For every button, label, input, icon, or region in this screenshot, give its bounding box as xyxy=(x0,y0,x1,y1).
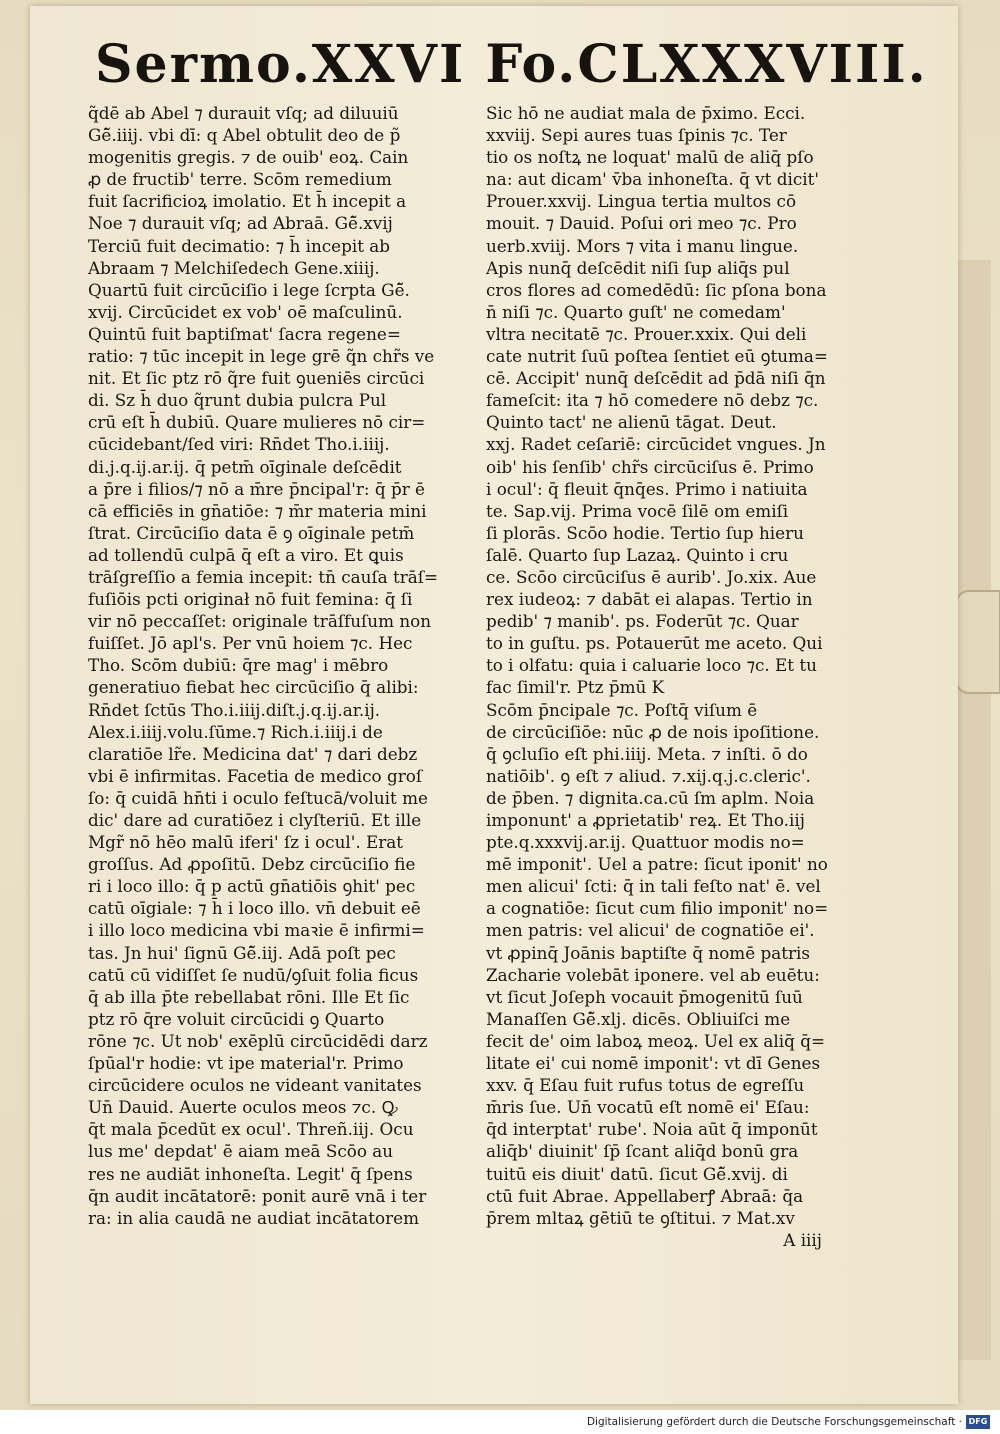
text-line: cūcidebant/ſed viri: Rn̄det Tho.i.iiij. xyxy=(88,434,390,455)
text-line: Abraam ⁊ Melchiſedech Gene.xiiij. xyxy=(88,257,380,278)
text-line: tio os noſtꝝ ne loquat' malū de aliq̄ pſo xyxy=(486,147,814,168)
text-line: ad tollendū culpā q̄ eſt a viro. Et ꝗuis xyxy=(88,544,404,565)
text-line: tas. Jn hui' ſignū Gē̃.iij. Adā poſt pec xyxy=(88,942,396,963)
text-line: na: aut dicam' v̄ba inhoneſta. q̄ vt dicit' xyxy=(486,169,819,190)
text-line: ptz rō q̄re voluit circūcidi ꝯ Quarto xyxy=(88,1008,385,1029)
text-line: Alex.i.iiij.volu.ſūme.⁊ Rich.i.iiij.i de xyxy=(88,721,383,742)
footer-credit: Digitalisierung gefördert durch die Deutsche Forschungsgemeinschaft · xyxy=(586,1416,962,1428)
text-line: q̄d interptat' rube'. Noia aūt q̄ imponūt xyxy=(486,1119,818,1140)
text-line: a p̄re i filios/⁊ nō a m̄re p̄ncipal'r: q̄ p̄r ē xyxy=(88,478,425,499)
text-line: groſſus. Ad ꝓpoſitū. Debz circūciſio fie xyxy=(88,854,416,875)
text-line: vt ꝓpinq̄ Joānis baptiſte q̄ nomē patris xyxy=(486,942,810,963)
text-line: natiōib'. ꝯ eſt ⁊ aliud. ⁊.xij.q.j.c.cleric'. xyxy=(486,765,811,786)
dfg-logo: DFG xyxy=(966,1415,990,1429)
text-line: te. Sap.vij. Prima vocē ſilē om emiſi xyxy=(486,500,789,521)
text-line: trāſgreſſio a femia incepit: tn̄ cauſa trāſ= xyxy=(88,566,439,587)
text-line: i illo loco medicina vbi maꝛie ē infirmi= xyxy=(88,920,425,941)
left-text-column xyxy=(88,102,484,1229)
text-line: p̄rem mltaꝝ gētiū te ꝯſtitui. ⁊ Mat.xv xyxy=(486,1207,795,1228)
text-line: catū oīgiale: ⁊ h̄ i loco illo. vn̄ debuit eē xyxy=(88,898,421,919)
text-line: Rn̄det ſctūs Tho.i.iiij.diſt.j.q.ij.ar.ij. xyxy=(88,699,381,720)
text-line: q̄n audit incātatorē: ponit aurē vnā i ter xyxy=(88,1185,427,1206)
text-line: m̄ris ſue. Un̄ vocatū eſt nomē ei' Eſau: xyxy=(486,1097,810,1118)
text-line: litate ei' cui nomē imponit': vt dī Genes xyxy=(486,1053,821,1074)
text-line: ratio: ⁊ tūc incepit in lege grē q̃n chr̃s ve xyxy=(88,346,435,367)
text-line: fac ſimil'r. Ptz p̄mū K xyxy=(486,677,665,698)
text-line: q̄ ꝯcluſio eſt phi.iiij. Meta. ⁊ inſti. ō do xyxy=(486,743,808,764)
text-line: A iiij xyxy=(783,1229,822,1250)
text-line: ctū fuit Abrae. Appellaberꝭ Abraā: q̄a xyxy=(486,1185,804,1206)
text-line: cros flores ad comedēdū: ſic pſona bona xyxy=(486,279,827,300)
text-line: claratiōe lr̃e. Medicina dat' ⁊ dari debz xyxy=(88,743,418,764)
text-line: di. Sz h̄ duo q̃runt dubia pulcra Pul xyxy=(88,390,387,411)
text-line: ce. Scōo circūciſus ē aurib'. Jo.xix. Aue xyxy=(486,566,817,587)
text-line: xxv. q̄ Eſau fuit rufus totus de egreſſu xyxy=(486,1075,805,1096)
text-line: mē imponit'. Uel a patre: ſicut iponit' no xyxy=(486,854,828,875)
text-line: Zacharie volebāt iponere. vel ab euētu: xyxy=(486,964,820,985)
text-line: rex iudeoꝝ: ⁊ dabāt ei alapas. Tertio in xyxy=(486,589,813,610)
text-line: i ocul': q̄ fleuit q̄nq̄es. Primo i natiuita xyxy=(486,478,808,499)
text-line: to in guſtu. ps. Potauerūt me aceto. Qui xyxy=(486,633,823,654)
text-line: Noe ⁊ durauit vſq; ad Abraā. Gē̃.xvij xyxy=(88,213,393,234)
text-line: generatiuo fiebat hec circūciſio q̄ alibi: xyxy=(88,677,419,698)
text-line: Un̄ Dauid. Auerte oculos meos ⁊c. Ꝙ xyxy=(88,1097,398,1118)
text-line: ſo: q̄ cuidā hn̄ti i oculo feſtucā/voluit me xyxy=(88,787,428,808)
text-line: a cognatiōe: ſicut cum filio imponit' no= xyxy=(486,898,829,919)
text-line: dic' dare ad curatiōez i clyſteriū. Et ille xyxy=(88,810,422,830)
text-line: circūcidere oculos ne videant vanitates xyxy=(88,1075,422,1096)
text-line: ſpūal'r hodie: vt ipe material'r. Primo xyxy=(88,1053,404,1074)
text-line: Tho. Scōm dubiū: q̄re mag' i mēbro xyxy=(88,655,389,676)
text-line: ſtrat. Circūciſio data ē ꝯ oīginale petm̄ xyxy=(88,522,415,543)
text-line: fuſiōis pcti originał nō fuit femina: q̄ ſi xyxy=(88,589,413,610)
text-line: de circūciſiōe: nūc ꝓ de nois ipoſitione. xyxy=(486,721,820,742)
text-line: men patris: vel alicui' de cognatiōe ei'. xyxy=(486,920,815,941)
text-line: men alicui' ſcti: q̄ in tali feſto nat' ē. vel xyxy=(486,876,821,897)
text-line: q̃dē ab Abel ⁊ durauit vſq; ad diluuiū xyxy=(88,103,399,123)
text-line: Gē̃.iiij. vbi dī: q Abel obtulit deo de p̃ xyxy=(88,125,401,146)
text-line: di.j.q.ij.ar.ij. q̄ petm̄ oīginale deſcēdit xyxy=(88,456,402,477)
text-line: to i olfatu: quia i caluarie loco ⁊c. Et tu xyxy=(486,655,817,676)
text-line: vbi ē infirmitas. Facetia de medico groſ xyxy=(88,765,423,786)
text-line: ꝓ de fructib' terre. Scōm remedium xyxy=(88,169,392,190)
text-line: n̄ niſi ⁊c. Quarto guſt' ne comedam' xyxy=(486,301,786,322)
text-line: xxviij. Sepi aures tuas ſpinis ⁊c. Ter xyxy=(486,125,787,146)
text-line: pte.q.xxxvij.ar.ij. Quattuor modis no= xyxy=(486,832,805,853)
text-line: rōne ⁊c. Ut nob' exēplū circūcidēdi darz xyxy=(88,1030,428,1051)
text-line: Quintū fuit baptiſmat' ſacra regene= xyxy=(88,323,401,344)
text-line: fecit de' oim laboꝝ meoꝝ. Uel ex aliq̄ q̄= xyxy=(486,1030,826,1051)
page-tab xyxy=(955,590,1000,694)
text-line: Mgr̃ nō hēo malū iferi' ſz i ocul'. Erat xyxy=(88,832,404,853)
text-line: lus me' depdat' ē aiam meā Scōo au xyxy=(88,1141,394,1162)
text-line: aliq̄b' diuinit' ſp̄ ſcant aliq̄d bonū gra xyxy=(486,1141,799,1162)
text-line: fuit ſacrificioꝝ imolatio. Et h̄ incepit a xyxy=(88,191,407,212)
text-line: ri i loco illo: q̄ p actū gn̄atiōis ꝯhit' pec xyxy=(88,876,416,897)
text-line: vir nō peccaſſet: originale trāſfuſum non xyxy=(88,611,432,632)
text-line: fameſcit: ita ⁊ hō comedere nō debz ⁊c. xyxy=(486,390,819,411)
text-line: fuiſſet. Jō apl's. Per vnū hoiem ⁊c. Hec xyxy=(88,633,413,654)
text-line: Apis nunq̄ deſcēdit niſi ſup aliq̄s pul xyxy=(486,257,790,278)
text-line: cate nutrit ſuū poſtea ſentiet eū ꝯtuma= xyxy=(486,346,828,367)
text-line: ſi plorās. Scōo hodie. Tertio ſup hieru xyxy=(486,522,804,543)
text-line: crū eſt h̄ dubiū. Quare mulieres nō cir= xyxy=(88,412,426,433)
text-line: ſalē. Quarto ſup Lazaꝝ. Quinto i cru xyxy=(486,544,789,565)
text-line: catū cū vidiſſet ſe nudū/ꝯſuit folia ficus xyxy=(88,964,419,985)
text-line: uerb.xviij. Mors ⁊ vita i manu lingue. xyxy=(486,235,799,256)
text-line: de p̄ben. ⁊ dignita.ca.cū ſm aplm. Noia xyxy=(486,787,815,808)
text-line: Sic hō ne audiat mala de p̄ximo. Ecci. xyxy=(486,103,806,123)
right-text-column xyxy=(486,102,862,1251)
running-header: Sermo.XXVI Fo.CLXXXVIII. xyxy=(95,34,928,95)
text-line: q̄t mala p̄cedūt ex ocul'. Threñ.iij. Ocu xyxy=(88,1119,414,1140)
text-line: Prouer.xxvij. Lingua tertia multos cō xyxy=(486,191,797,212)
text-line: mouit. ⁊ Dauid. Poſui ori meo ⁊c. Pro xyxy=(486,213,797,234)
text-line: vltra necitatē ⁊c. Prouer.xxix. Qui deli xyxy=(486,323,807,344)
text-line: pedib' ⁊ manib'. ps. Foderūt ⁊c. Quar xyxy=(486,611,799,632)
text-line: Scōm p̄ncipale ⁊c. Poſtq̄ viſum ē xyxy=(486,699,758,720)
text-line: Quinto tact' ne alienū tāgat. Deut. xyxy=(486,412,777,433)
text-line: tuitū eis diuit' datū. ſicut Gē̃.xvij. di xyxy=(486,1163,788,1184)
text-line: res ne audiāt inhoneſta. Legit' q̄ ſpens xyxy=(88,1163,413,1184)
text-line: Terciū fuit decimatio: ⁊ h̄ incepit ab xyxy=(88,235,391,256)
text-line: xxj. Radet ceſariē: circūcidet vngues. Jn xyxy=(486,434,826,455)
text-line: nit. Et ſic ptz rō q̃re fuit ꝯueniēs circūci xyxy=(88,368,425,389)
text-line: ra: in alia caudā ne audiat incātatorem xyxy=(88,1207,420,1228)
text-line: cā efficiēs in gn̄atiōe: ⁊ m̄r materia mini xyxy=(88,500,427,521)
text-line: oib' his ſenſib' chr̃s circūciſus ē. Primo xyxy=(486,456,814,477)
text-line: vt ſicut Joſeph vocauit p̄mogenitū ſuū xyxy=(486,986,803,1007)
text-line: xvij. Circūcidet ex vob' oē maſculinū. xyxy=(88,301,403,322)
text-line: mogenitis gregis. ⁊ de ouib' eoꝝ. Cain xyxy=(88,147,409,168)
text-line: Manaſſen Gē̃.xlj. dicēs. Obliuiſci me xyxy=(486,1008,791,1029)
text-line: Quartū fuit circūciſio i lege ſcrpta Gē̃. xyxy=(88,279,410,300)
text-line: imponunt' a ꝓprietatib' reꝝ. Et Tho.iij xyxy=(486,810,805,830)
text-line: q̄ ab illa p̄te rebellabat rōni. Ille Et ſic xyxy=(88,986,410,1007)
text-line: cē. Accipit' nunq̄ deſcēdit ad p̄dā niſi q̄n xyxy=(486,368,826,389)
